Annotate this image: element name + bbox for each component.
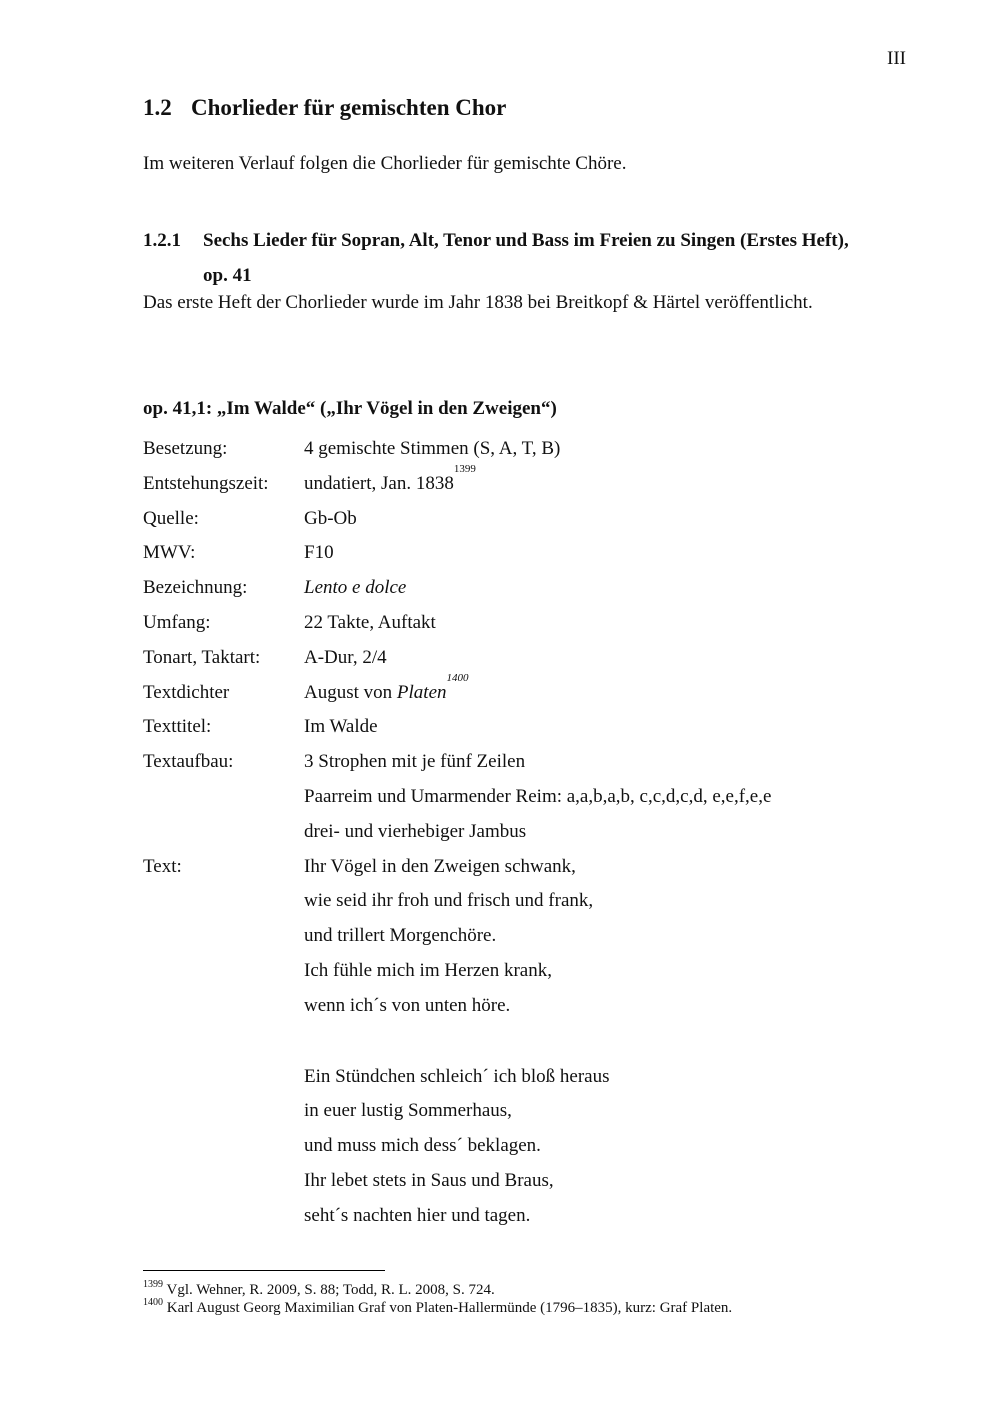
label-besetzung: Besetzung:	[143, 438, 228, 459]
subsection-heading	[143, 223, 849, 293]
value-besetzung: 4 gemischte Stimmen (S, A, T, B)	[304, 438, 561, 459]
poem-line: und muss mich dess´ beklagen.	[304, 1135, 541, 1157]
value-textaufbau-2: Paarreim und Umarmender Reim: a,a,b,a,b, c,c,d,c,d, e,e,f,e,e	[304, 785, 772, 807]
label-umfang: Umfang:	[143, 611, 211, 633]
subsection-paragraph: Das erste Heft der Chorlieder wurde im Jahr 1838 bei Breitkopf & Härtel veröffentlicht.	[143, 292, 813, 313]
row-bezeichnung	[143, 571, 771, 606]
textdichter-name: Platen	[396, 681, 447, 703]
stanza-break	[143, 1024, 771, 1060]
footnote-text: Karl August Georg Maximilian Graf von Platen-Hallermünde (1796–1835), kurz: Graf Platen.	[166, 1300, 733, 1316]
label-quelle: Quelle:	[143, 507, 199, 529]
label-texttitel: Texttitel:	[143, 716, 212, 738]
footnote-1400	[143, 1299, 732, 1317]
value-tonart: A-Dur, 2/4	[304, 646, 387, 668]
poem-line: und trillert Morgenchöre.	[304, 925, 497, 947]
footnote-1399	[143, 1281, 732, 1299]
row-quelle	[143, 502, 771, 537]
poem-line: Ihr lebet stets in Saus und Braus,	[304, 1169, 554, 1191]
work-details-table	[143, 432, 771, 1234]
row-entstehungszeit	[143, 462, 771, 502]
value-mwv: F10	[304, 542, 334, 564]
section-heading	[143, 95, 506, 121]
value-texttitel: Im Walde	[304, 716, 378, 738]
label-text: Text:	[143, 855, 182, 877]
value-entstehungszeit	[304, 462, 476, 502]
textdichter-prefix: August von	[304, 681, 397, 703]
label-textdichter: Textdichter	[143, 681, 230, 703]
row-tonart	[143, 641, 771, 676]
section-intro: Im weiteren Verlauf folgen die Chorlieder für gemischte Chöre.	[143, 153, 627, 174]
value-quelle: Gb-Ob	[304, 507, 357, 529]
label-entstehungszeit: Entstehungszeit:	[143, 472, 269, 494]
poem-line: Ihr Vögel in den Zweigen schwank,	[304, 855, 576, 877]
footnote-text: Vgl. Wehner, R. 2009, S. 88; Todd, R. L. 2008, S. 724.	[166, 1282, 495, 1298]
poem-line: wenn ich´s von unten höre.	[304, 994, 511, 1016]
footnote-ref-1400[interactable]: 1400	[446, 671, 469, 684]
row-textaufbau-3	[143, 815, 771, 850]
row-mwv	[143, 536, 771, 571]
page-number: III	[887, 48, 906, 69]
row-texttitel	[143, 710, 771, 745]
poem-line: wie seid ihr froh und frisch und frank,	[304, 890, 594, 912]
value-textdichter	[304, 671, 469, 711]
footnotes	[143, 1281, 732, 1317]
row-umfang	[143, 606, 771, 641]
footnote-number: 1399	[143, 1279, 163, 1290]
subsection-number: 1.2.1	[143, 230, 181, 251]
work-title: op. 41,1: „Im Walde“ („Ihr Vögel in den Zweigen“)	[143, 398, 557, 419]
section-title: Chorlieder für gemischten Chor	[191, 95, 507, 120]
value-umfang: 22 Takte, Auftakt	[304, 611, 436, 633]
label-textaufbau: Textaufbau:	[143, 751, 234, 773]
footnote-number: 1400	[143, 1297, 163, 1308]
subsection-title-line1: Sechs Lieder für Sopran, Alt, Tenor und Bass im Freien zu Singen (Erstes Heft),	[203, 230, 849, 251]
row-textaufbau	[143, 745, 771, 780]
row-textdichter	[143, 671, 771, 711]
poem-line: Ein Stündchen schleich´ ich bloß heraus	[304, 1065, 610, 1087]
row-textaufbau-2	[143, 780, 771, 815]
poem-line: seht´s nachten hier und tagen.	[304, 1204, 531, 1226]
value-bezeichnung: Lento e dolce	[304, 577, 407, 599]
subsection-title-line2: op. 41	[203, 265, 252, 286]
label-tonart: Tonart, Taktart:	[143, 646, 261, 668]
row-text	[143, 850, 771, 885]
footnote-ref-1399[interactable]: 1399	[453, 462, 476, 475]
label-bezeichnung: Bezeichnung:	[143, 577, 248, 599]
poem-line: Ich fühle mich im Herzen krank,	[304, 959, 552, 981]
poem-line: in euer lustig Sommerhaus,	[304, 1100, 512, 1122]
value-textaufbau-1: 3 Strophen mit je fünf Zeilen	[304, 751, 526, 773]
label-mwv: MWV:	[143, 542, 196, 564]
section-number: 1.2	[143, 95, 172, 120]
entstehungszeit-text: undatiert, Jan. 1838	[304, 472, 454, 494]
row-besetzung	[143, 432, 771, 467]
value-textaufbau-3: drei- und vierhebiger Jambus	[304, 820, 527, 842]
footnote-separator	[143, 1270, 385, 1271]
